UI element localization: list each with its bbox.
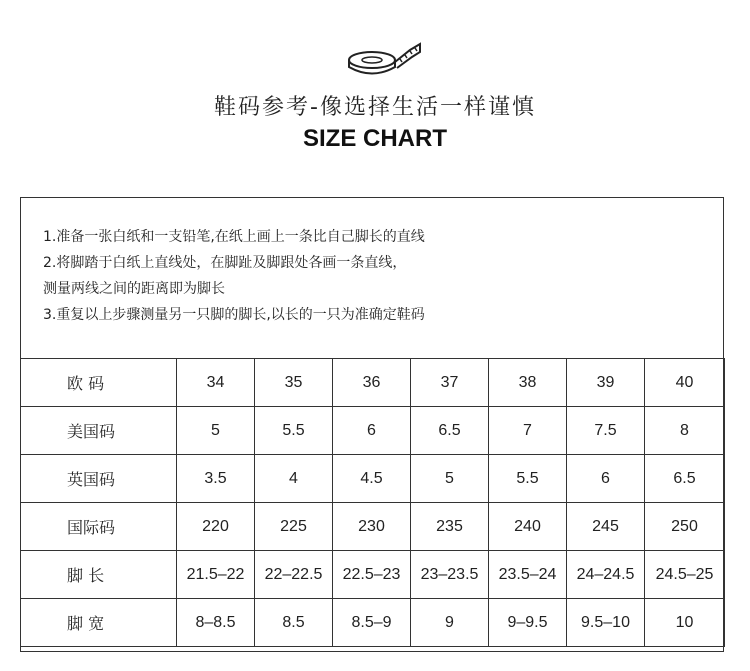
page-title-english: SIZE CHART [303,125,447,152]
table-cell: 7.5 [567,407,645,455]
table-cell: 7 [489,407,567,455]
table-cell: 250 [645,503,725,551]
table-cell: 8–8.5 [177,599,255,647]
table-cell: 6 [567,455,645,503]
table-cell: 24.5–25 [645,551,725,599]
measurement-instructions [43,224,425,328]
table-cell: 34 [177,359,255,407]
table-cell: 37 [411,359,489,407]
table-cell: 23–23.5 [411,551,489,599]
row-label: 美国码 [21,407,177,455]
table-cell: 22–22.5 [255,551,333,599]
table-cell: 5 [411,455,489,503]
table-cell: 6.5 [411,407,489,455]
table-cell: 35 [255,359,333,407]
table-cell: 21.5–22 [177,551,255,599]
table-cell: 36 [333,359,411,407]
table-cell: 6 [333,407,411,455]
row-label: 脚 长 [21,551,177,599]
tape-measure-icon [344,40,424,80]
table-cell: 8.5–9 [333,599,411,647]
table-cell: 240 [489,503,567,551]
table-cell: 39 [567,359,645,407]
table-cell: 3.5 [177,455,255,503]
table-cell: 245 [567,503,645,551]
instruction-line: 3.重复以上步骤测量另一只脚的脚长,以长的一只为准确定鞋码 [43,307,425,323]
page-title-chinese: 鞋码参考-像选择生活一样谨慎 [214,95,536,120]
row-label: 国际码 [21,503,177,551]
table-row [21,599,725,647]
table-cell: 10 [645,599,725,647]
row-label: 欧 码 [21,359,177,407]
row-label: 英国码 [21,455,177,503]
instruction-line: 测量两线之间的距离即为脚长 [43,281,225,297]
table-row [21,503,725,551]
table-row [21,551,725,599]
table-cell: 220 [177,503,255,551]
table-row [21,407,725,455]
table-row [21,359,725,407]
table-cell: 9.5–10 [567,599,645,647]
instruction-line: 2.将脚踏于白纸上直线处，在脚趾及脚跟处各画一条直线， [43,255,407,271]
size-table [20,358,725,647]
table-cell: 230 [333,503,411,551]
table-cell: 4 [255,455,333,503]
table-cell: 5.5 [489,455,567,503]
table-cell: 6.5 [645,455,725,503]
table-cell: 4.5 [333,455,411,503]
row-label: 脚 宽 [21,599,177,647]
table-cell: 40 [645,359,725,407]
table-cell: 8 [645,407,725,455]
table-cell: 8.5 [255,599,333,647]
table-cell: 24–24.5 [567,551,645,599]
table-cell: 9–9.5 [489,599,567,647]
instruction-line: 1.准备一张白纸和一支铅笔,在纸上画上一条比自己脚长的直线 [43,229,425,245]
header [0,0,750,190]
size-chart-card [20,197,724,652]
table-cell: 38 [489,359,567,407]
table-cell: 23.5–24 [489,551,567,599]
table-row [21,455,725,503]
table-cell: 5.5 [255,407,333,455]
table-cell: 22.5–23 [333,551,411,599]
table-cell: 9 [411,599,489,647]
table-cell: 5 [177,407,255,455]
table-cell: 235 [411,503,489,551]
table-cell: 225 [255,503,333,551]
